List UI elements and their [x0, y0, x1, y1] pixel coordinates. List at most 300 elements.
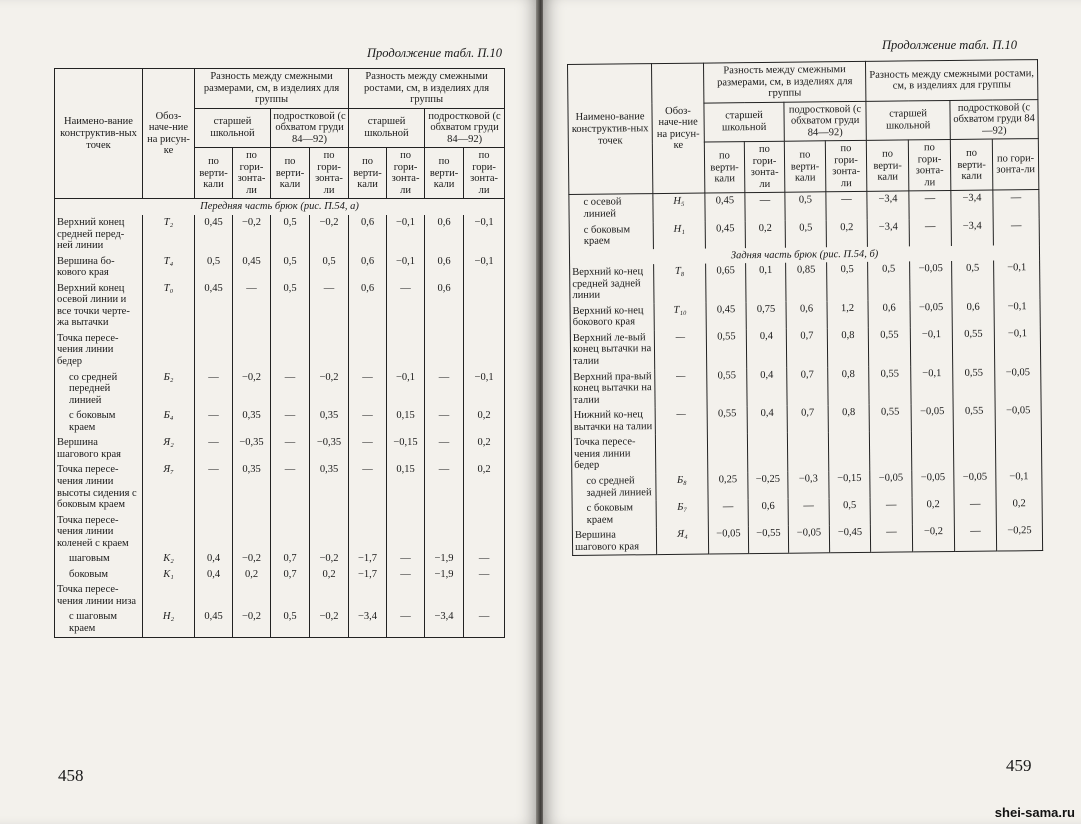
header-vertical: по верти-кали	[195, 148, 233, 199]
value-cell: 0,2	[826, 219, 867, 247]
value-cell: —	[233, 281, 271, 331]
value-cell: −0,05	[910, 261, 952, 300]
table-row	[55, 254, 505, 281]
value-cell: 0,55	[953, 365, 995, 404]
value-cell: −3,4	[867, 191, 909, 219]
value-cell: −0,2	[233, 215, 271, 254]
value-cell: −0,2	[912, 524, 954, 552]
table-row	[55, 551, 505, 567]
value-cell: —	[271, 370, 310, 409]
value-cell	[349, 582, 387, 609]
point-name: боковым	[55, 567, 143, 583]
value-cell	[707, 433, 747, 472]
value-cell: 0,7	[787, 406, 828, 434]
value-cell: 0,5	[271, 215, 310, 254]
value-cell: −0,1	[994, 260, 1040, 299]
value-cell: 0,35	[310, 462, 349, 512]
point-code	[143, 513, 195, 552]
value-cell: 0,2	[464, 435, 505, 462]
point-name: с боковым краем	[572, 500, 656, 528]
value-cell: —	[271, 408, 310, 435]
point-code: К₁	[143, 567, 195, 583]
point-name: с шаговым краем	[55, 609, 143, 637]
point-code: Б₄	[143, 408, 195, 435]
value-cell	[464, 582, 505, 609]
right-page	[543, 0, 1081, 824]
value-cell	[425, 513, 464, 552]
value-cell: 0,2	[745, 220, 785, 248]
value-cell: —	[349, 435, 387, 462]
value-cell: —	[826, 192, 867, 220]
value-cell	[995, 430, 1041, 469]
page-number: 458	[58, 766, 84, 785]
value-cell: —	[870, 525, 912, 553]
value-cell: 0,8	[827, 328, 868, 367]
value-cell: −0,25	[996, 523, 1042, 551]
value-cell: 0,6	[349, 281, 387, 331]
table-row	[55, 331, 505, 370]
value-cell: −1,9	[425, 567, 464, 583]
value-cell: −0,1	[464, 370, 505, 409]
header-horizontal: по гори-зонта-ли	[233, 148, 271, 199]
value-cell: —	[745, 193, 785, 221]
point-code: Я₂	[143, 435, 195, 462]
header-vertical: по верти-кали	[349, 148, 387, 199]
value-cell: 0,1	[746, 263, 786, 302]
page-number: 459	[1006, 756, 1032, 775]
point-code: Я₇	[143, 462, 195, 512]
value-cell: 0,6	[349, 254, 387, 281]
table-row	[571, 365, 1041, 409]
point-name: Вершина шагового края	[572, 527, 656, 555]
value-cell: −0,1	[387, 254, 425, 281]
value-cell	[911, 431, 953, 470]
value-cell	[349, 513, 387, 552]
value-cell: −0,1	[911, 366, 953, 405]
header-code: Обоз-наче-ние на рисун-ке	[143, 69, 195, 199]
value-cell: —	[195, 408, 233, 435]
value-cell: −0,2	[233, 551, 271, 567]
watermark: shei-sama.ru	[994, 805, 1075, 820]
header-horizontal: по гори-зонта-ли	[825, 141, 867, 193]
point-code	[143, 331, 195, 370]
value-cell: —	[310, 281, 349, 331]
header-horizontal: по гори-зонта-ли	[744, 142, 785, 194]
value-cell: 0,2	[233, 567, 271, 583]
value-cell: 0,2	[464, 462, 505, 512]
data-table	[567, 59, 1043, 556]
value-cell: —	[708, 499, 748, 527]
value-cell: −3,4	[425, 609, 464, 637]
table-row	[55, 609, 505, 637]
value-cell: —	[349, 462, 387, 512]
value-cell	[464, 513, 505, 552]
point-name: со средней задней линией	[572, 473, 656, 501]
point-name: Вершина бо-кового края	[55, 254, 143, 281]
value-cell: —	[788, 498, 829, 526]
value-cell: 0,5	[310, 254, 349, 281]
value-cell: —	[349, 408, 387, 435]
value-cell	[271, 331, 310, 370]
value-cell: 0,5	[785, 220, 826, 248]
value-cell: —	[464, 551, 505, 567]
header-vertical: по верти-кали	[784, 141, 826, 193]
value-cell	[233, 513, 271, 552]
point-name: Точка пересе-чения линии бедер	[55, 331, 143, 370]
value-cell: —	[425, 370, 464, 409]
value-cell: 0,2	[912, 497, 954, 525]
header-teen: подростковой (с обхватом груди 84—92)	[271, 108, 349, 148]
point-code: Н₂	[143, 609, 195, 637]
continuation-label: Продолжение табл. П.10	[367, 46, 502, 60]
value-cell: 1,2	[827, 301, 868, 329]
value-cell: −0,1	[996, 469, 1042, 497]
header-size-diff: Разность между смежными размерами, см, в изделиях для группы	[703, 61, 865, 102]
table-row	[572, 523, 1042, 556]
value-cell: 0,4	[747, 406, 787, 434]
value-cell: 0,85	[786, 262, 827, 301]
value-cell: 0,45	[705, 221, 745, 249]
value-cell	[233, 331, 271, 370]
header-horizontal: по гори-зонта-ли	[387, 148, 425, 199]
value-cell: —	[954, 497, 996, 525]
value-cell: −3,4	[951, 218, 993, 246]
table-row	[55, 215, 505, 254]
point-name: Точка пересе-чения линии бедер	[571, 434, 655, 474]
value-cell	[233, 582, 271, 609]
header-senior: старшей школьной	[349, 108, 425, 148]
point-name: с осевой линией	[569, 194, 653, 222]
header-name: Наимено-вание конструктив-ных точек	[568, 64, 653, 195]
value-cell	[387, 331, 425, 370]
point-code: Б₂	[143, 370, 195, 409]
value-cell: −0,3	[788, 471, 829, 499]
value-cell: 0,45	[705, 193, 745, 221]
value-cell: 0,45	[706, 302, 746, 330]
header-horizontal: по гори-зонта-ли	[464, 148, 505, 199]
value-cell: —	[909, 191, 951, 219]
point-name: Верхний ко-нец средней задней линии	[570, 264, 654, 304]
value-cell: −0,35	[233, 435, 271, 462]
value-cell: 0,15	[387, 462, 425, 512]
value-cell: −0,05	[995, 365, 1041, 404]
value-cell: −0,2	[233, 370, 271, 409]
value-cell: −0,25	[748, 472, 788, 500]
value-cell: −0,1	[910, 327, 952, 366]
value-cell	[387, 513, 425, 552]
table-row	[55, 462, 505, 512]
value-cell: 0,6	[786, 301, 827, 329]
value-cell	[310, 331, 349, 370]
value-cell: —	[349, 370, 387, 409]
table-row	[570, 326, 1040, 370]
value-cell: 0,55	[953, 404, 995, 432]
value-cell	[464, 281, 505, 331]
value-cell: 0,15	[387, 408, 425, 435]
header-vertical: по верти-кали	[271, 148, 310, 199]
value-cell: 0,35	[233, 408, 271, 435]
table-row	[55, 408, 505, 435]
value-cell: 0,2	[310, 567, 349, 583]
point-code: Т₂	[143, 215, 195, 254]
value-cell: 0,45	[195, 281, 233, 331]
header-teen: подростковой (с обхватом груди 84—92)	[425, 108, 505, 148]
value-cell: 0,8	[828, 366, 869, 405]
value-cell: 0,55	[868, 327, 910, 366]
point-code: Т₄	[143, 254, 195, 281]
point-code: —	[654, 329, 706, 368]
value-cell: 0,5	[271, 254, 310, 281]
value-cell: 0,6	[952, 299, 994, 327]
value-cell: −0,05	[995, 403, 1041, 431]
header-horizontal: по гори-зонта-ли	[992, 139, 1039, 191]
header-name: Наимено-вание конструктив-ных точек	[55, 69, 143, 199]
value-cell: —	[387, 551, 425, 567]
value-cell: 0,55	[707, 406, 747, 434]
header-height-diff: Разность между смежными ростами, см, в изделиях для группы	[866, 60, 1038, 101]
value-cell: —	[271, 435, 310, 462]
value-cell: −0,1	[464, 254, 505, 281]
value-cell: 0,2	[996, 496, 1042, 524]
value-cell: —	[195, 462, 233, 512]
point-name: Верхний конец осевой линии и все точки черте-жа вытачки	[55, 281, 143, 331]
value-cell: −0,05	[870, 470, 912, 498]
value-cell	[310, 582, 349, 609]
point-name: Верхний конец средней перед-ней линии	[55, 215, 143, 254]
value-cell: —	[271, 462, 310, 512]
point-code: Б₇	[656, 500, 708, 528]
value-cell: 0,5	[195, 254, 233, 281]
section-title: Задняя часть брюк (рис. П.54, б)	[569, 245, 1039, 265]
value-cell: —	[387, 567, 425, 583]
value-cell: −3,4	[951, 191, 993, 219]
point-name: с боковым краем	[55, 408, 143, 435]
value-cell: 0,55	[952, 326, 994, 365]
value-cell: 0,6	[425, 254, 464, 281]
value-cell: 0,5	[271, 609, 310, 637]
value-cell: —	[425, 435, 464, 462]
value-cell: −0,2	[310, 609, 349, 637]
value-cell: —	[993, 218, 1039, 246]
value-cell: −0,1	[387, 215, 425, 254]
table-row	[55, 582, 505, 609]
value-cell: −0,05	[910, 300, 952, 328]
value-cell: —	[195, 435, 233, 462]
value-cell: −1,9	[425, 551, 464, 567]
header-vertical: по верти-кали	[950, 139, 993, 191]
value-cell	[349, 331, 387, 370]
value-cell: 0,55	[706, 329, 746, 368]
header-senior: старшей школьной	[704, 102, 784, 142]
table-row	[571, 430, 1041, 474]
value-cell	[195, 582, 233, 609]
value-cell: −0,15	[829, 471, 870, 499]
table-row	[55, 513, 505, 552]
continuation-label: Продолжение табл. П.10	[882, 38, 1017, 52]
value-cell	[953, 431, 995, 470]
table-row	[55, 281, 505, 331]
value-cell: 0,7	[787, 367, 828, 406]
point-name: с боковым краем	[569, 222, 653, 250]
point-name: Точка пересе-чения линии коленей с краем	[55, 513, 143, 552]
table-row	[55, 567, 505, 583]
value-cell	[425, 582, 464, 609]
header-height-diff: Разность между смежными ростами, см, в изделиях для группы	[349, 69, 505, 109]
header-teen: подростковой (с обхватом груди 84—92)	[950, 99, 1038, 140]
value-cell: 0,5	[785, 192, 826, 220]
point-code: Н₁	[653, 221, 705, 249]
value-cell	[271, 513, 310, 552]
point-code: Т₈	[654, 264, 706, 303]
value-cell: 0,35	[310, 408, 349, 435]
value-cell: 0,7	[786, 328, 827, 367]
value-cell	[747, 433, 787, 472]
point-name: Нижний ко-нец вытачки на талии	[571, 407, 655, 435]
value-cell	[787, 433, 828, 472]
header-size-diff: Разность между смежными размерами, см, в изделиях для группы	[195, 69, 349, 109]
value-cell: 0,5	[868, 262, 910, 301]
header-teen: подростковой (с обхватом груди 84—92)	[784, 101, 866, 141]
value-cell: −0,1	[387, 370, 425, 409]
value-cell: −0,05	[912, 470, 954, 498]
point-name: Верхний ле-вый конец вытачки на талии	[570, 330, 654, 370]
point-code: Я₄	[656, 527, 708, 555]
header-vertical: по верти-кали	[866, 140, 909, 192]
point-name: Верхний ко-нец бокового края	[570, 303, 654, 331]
value-cell: 0,8	[828, 405, 869, 433]
value-cell: —	[425, 462, 464, 512]
value-cell: 0,35	[233, 462, 271, 512]
point-code: К₂	[143, 551, 195, 567]
point-code: —	[655, 368, 707, 407]
value-cell: —	[870, 497, 912, 525]
point-name: Верхний пра-вый конец вытачки на талии	[571, 369, 655, 409]
value-cell: −0,45	[829, 525, 870, 553]
table-row	[55, 370, 505, 409]
value-cell: −3,4	[867, 219, 909, 247]
value-cell: 0,7	[271, 567, 310, 583]
value-cell: −0,1	[994, 326, 1040, 365]
value-cell: 0,4	[747, 367, 787, 406]
value-cell: 0,5	[827, 262, 868, 301]
header-code: Обоз-наче-ние на рисун-ке	[652, 63, 705, 194]
value-cell: −0,1	[464, 215, 505, 254]
point-code	[655, 434, 707, 473]
point-code: Т₁₀	[654, 302, 706, 330]
point-code: Т₀	[143, 281, 195, 331]
value-cell: 0,5	[271, 281, 310, 331]
point-code	[143, 582, 195, 609]
value-cell: 0,65	[706, 263, 746, 302]
point-name: Точка пересе-чения линии низа	[55, 582, 143, 609]
value-cell: 0,7	[271, 551, 310, 567]
value-cell	[195, 331, 233, 370]
header-vertical: по верти-кали	[704, 142, 745, 194]
value-cell: −0,05	[708, 526, 748, 554]
value-cell: 0,75	[746, 302, 786, 330]
value-cell: —	[425, 408, 464, 435]
value-cell: −0,2	[233, 609, 271, 637]
value-cell	[271, 582, 310, 609]
value-cell: −0,55	[748, 526, 788, 554]
value-cell: 0,5	[952, 261, 994, 300]
value-cell	[425, 331, 464, 370]
value-cell: 0,45	[195, 215, 233, 254]
data-table	[54, 68, 505, 638]
header-senior: старшей школьной	[195, 108, 271, 148]
value-cell: 0,4	[746, 329, 786, 368]
value-cell: —	[954, 524, 996, 552]
value-cell: 0,6	[349, 215, 387, 254]
header-vertical: по верти-кали	[425, 148, 464, 199]
value-cell: −3,4	[349, 609, 387, 637]
value-cell: −0,35	[310, 435, 349, 462]
value-cell: 0,25	[708, 472, 748, 500]
value-cell: —	[993, 190, 1039, 218]
value-cell: −0,05	[788, 525, 829, 553]
value-cell: 0,55	[869, 366, 911, 405]
point-name: со средней передней линией	[55, 370, 143, 409]
value-cell: —	[464, 567, 505, 583]
value-cell: 0,5	[829, 498, 870, 526]
value-cell: −0,2	[310, 215, 349, 254]
header-horizontal: по гори-зонта-ли	[310, 148, 349, 199]
value-cell: 0,45	[233, 254, 271, 281]
value-cell	[464, 331, 505, 370]
value-cell: —	[387, 609, 425, 637]
section-title: Передняя часть брюк (рис. П.54, а)	[55, 199, 505, 215]
point-name: Точка пересе-чения линии высоты сидения с боковым краем	[55, 462, 143, 512]
value-cell: —	[387, 281, 425, 331]
value-cell	[387, 582, 425, 609]
point-name: шаговым	[55, 551, 143, 567]
value-cell	[869, 432, 911, 471]
value-cell: 0,4	[195, 567, 233, 583]
point-name: Вершина шагового края	[55, 435, 143, 462]
value-cell: —	[909, 219, 951, 247]
table-row	[570, 260, 1040, 304]
value-cell: —	[464, 609, 505, 637]
value-cell: 0,6	[748, 499, 788, 527]
table-row	[55, 435, 505, 462]
point-code: Б₈	[656, 473, 708, 501]
value-cell: −0,2	[310, 551, 349, 567]
value-cell	[310, 513, 349, 552]
value-cell	[828, 432, 869, 471]
header-senior: старшей школьной	[866, 100, 950, 141]
value-cell: 0,2	[464, 408, 505, 435]
point-code: Н₅	[653, 194, 705, 222]
value-cell: −0,05	[954, 469, 996, 497]
value-cell: −1,7	[349, 567, 387, 583]
value-cell	[195, 513, 233, 552]
value-cell: −0,2	[310, 370, 349, 409]
value-cell: −0,05	[911, 404, 953, 432]
value-cell: 0,6	[425, 215, 464, 254]
value-cell: 0,6	[425, 281, 464, 331]
value-cell: −0,1	[994, 299, 1040, 327]
left-page	[0, 0, 538, 824]
value-cell: 0,45	[195, 609, 233, 637]
header-horizontal: по гори-зонта-ли	[908, 140, 951, 192]
value-cell: 0,55	[869, 405, 911, 433]
value-cell: −0,15	[387, 435, 425, 462]
section-row	[55, 199, 505, 215]
point-code: —	[655, 407, 707, 435]
value-cell: 0,55	[707, 368, 747, 407]
value-cell: —	[195, 370, 233, 409]
value-cell: −1,7	[349, 551, 387, 567]
